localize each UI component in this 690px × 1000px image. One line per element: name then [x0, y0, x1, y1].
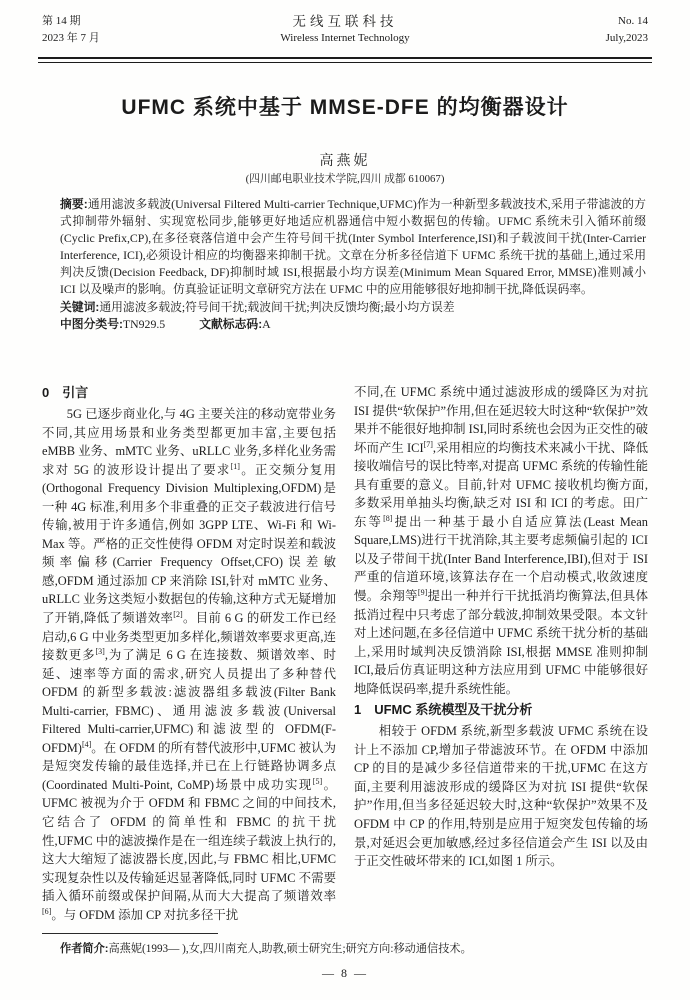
author-bio	[42, 941, 648, 957]
author-affiliation: (四川邮电职业技术学院,四川 成都 610067)	[245, 173, 445, 185]
issue-date-en: July,2023	[605, 32, 648, 44]
author-bio-text: 高燕妮(1993— ),女,四川南充人,助教,硕士研究生;研究方向:移动通信技术。	[108, 943, 472, 955]
right-column	[354, 383, 648, 931]
abstract-block	[60, 196, 646, 333]
masthead-issue-en	[538, 13, 648, 47]
journal-name-block	[152, 13, 538, 47]
doc-code-label: 文献标志码:	[199, 316, 263, 331]
journal-name-en: Wireless Internet Technology	[280, 32, 410, 44]
abstract-text: 通用滤波多载波(Universal Filtered Multi-carrier Technique,UFMC)作为一种新型多载波技术,采用子带滤波的方式抑制带外辐射、实现宽松同步,能够更好地适应机器通信中短小数据包的传输。UFMC 系统未引入循环前缀(Cyclic Prefix,CP),在多径衰落信道中会产生符号间干扰(Inter Symbol Interference,ISI)和子载波间干扰(Inter-Carrier Interference, ICI),必须设计相应的均衡器来抑制干扰。文章在分析多径信道下 UFMC 系统干扰的基础上,通过采用判决反馈(Decision Feedback, DF)抑制时域 ISI,根据最小均方误差(Minimum Mean Squared Error, MMSE)准则减小 ICI 以及噪声的影响。仿真验证证明文章研究方法在 UFMC 中的应用能够很好地抑制干扰,降低误码率。	[60, 197, 646, 297]
section-heading-1: 1 UFMC 系统模型及干扰分析	[354, 702, 533, 718]
masthead-issue-cn	[42, 13, 152, 47]
doc-code-value: A	[262, 316, 271, 331]
journal-name-cn: 无线互联科技	[292, 14, 398, 29]
issue-number-en: No. 14	[618, 15, 648, 27]
keywords-label: 关键词:	[60, 299, 100, 314]
page-number: — 8 —	[322, 966, 368, 980]
body-paragraph: 不同,在 UFMC 系统中通过滤波形成的缓降区为对抗 ISI 提供“软保护”作用,但在延迟较大时这种“软保护”效果并不能很好地抑制 ISI,同时系统也会因为正交性的破坏而产生 ICI[7],采用相应的均衡技术来减小干扰、降低接收端信号的误比特率,对提高 UFMC 系统的传输性能具有重要的意义。目前,针对 UFMC 接收机均衡方面,多数采用单抽头均衡,缺乏对 ISI 和 ICI 的考虑。田广东等[8]提出一种基于最小自适应算法(Least Mean Square,LMS)进行干扰消除,其主要考虑频偏引起的 ICI 以及子带间干扰(Inter Band Interference,IBI),但对于 ISI 严重的信道环境,该算法存在一个启动模式,收敛速度慢。余翔等[9]提出一种并行干扰抵消均衡算法,但具体抵消过程中只考虑了部分载波,抑制效果受限。本文针对上述问题,在多径信道中 UFMC 系统干扰分析的基础上,采用时域判决反馈消除 ISI,根据 MMSE 准则抑制 ICI,最后仿真证明这种方法应用到 UFMC 中能够很好地降低误码率,提升系统性能。	[354, 385, 648, 696]
section-heading-0: 0 引言	[42, 385, 89, 400]
clc-label: 中图分类号:	[60, 316, 123, 331]
article-title: UFMC 系统中基于 MMSE-DFE 的均衡器设计	[121, 96, 569, 119]
body-paragraph: 5G 已逐步商业化,与 4G 主要关注的移动宽带业务不同,其应用场景和业务类型都更加丰富,主要包括 eMBB 业务、mMTC 业务、uRLLC 业务,多样化业务需求对 5G 的波形设计提出了要求[1]。正交频分复用(Orthogonal Frequency Division Multiplexing,OFDM)是一种 4G 标准,利用多个非重叠的正交子载波进行信号传输,被用于许多通信,例如 3GPP LTE、Wi-Fi 和 Wi-Max 等。严格的正交性使得 OFDM 对定时误差和载波频率偏移(Carrier Frequency Offset,CFO)误差敏感,OFDM 通过添加 CP 来消除 ISI,针对 mMTC 业务、uRLLC 业务这类短小数据包的传输,这种方式无疑增加了开销,降低了频谱效率[2]。目前 6 G 的研发工作已经启动,6 G 中业务类型更加多样化,频谱效率要求更高,连接数更多[3],为了满足 6 G 在连接数、频谱效率、时延、速率等方面的需求,研究人员提出了多种替代 OFDM 的新型多载波:滤波器组多载波(Filter Bank Multi-carrier, FBMC)、通用滤波多载波(Universal Filtered Multi-carrier,UFMC)和滤波型的 OFDM(F-OFDM)[4]。在 OFDM 的所有替代波形中,UFMC 被认为是短突发传输的最佳选择,并已在上行链路协调多点(Coordinated Multi-Point, CoMP)场景中成功实现[5]。UFMC 被视为介于 OFDM 和 FBMC 之间的中间技术,它结合了 OFDM 的简单性和 FBMC 的抗干扰性,UFMC 中的滤波操作是在一组连续子载波上执行的,这大大缩短了滤波器长度,因此,与 FBMC 相比,UFMC 实现复杂性以及传输延迟显著降低,同时 UFMC 不需要插入循环前缀或保护间隔,从而大大提高了频谱效率[6]。与 OFDM 添加 CP 对抗多径干扰	[42, 407, 336, 922]
left-column	[42, 383, 336, 931]
author-name: 高燕妮	[319, 154, 371, 169]
clc-line	[60, 316, 646, 333]
footnote-divider	[42, 933, 218, 934]
body-paragraph: 相较于 OFDM 系统,新型多载波 UFMC 系统在设计上不添加 CP,增加子带滤波环节。在 OFDM 中添加 CP 的目的是减少多径信道带来的干扰,UFMC 在这方面,主要利用滤波形成的缓降区为对抗 ISI 提供“软保护”作用,但当多径延迟较大时,这种“软保护”效果不及 OFDM 中 CP 的作用,特别是应用于短突发包传输的场景,对延迟会更加敏感,经过多径信道会产生 ISI 以及由于正交性破坏带来的 ICI,如图 1 所示。	[354, 724, 648, 869]
keywords-line	[60, 299, 646, 316]
abstract-label: 摘要:	[60, 197, 88, 211]
author-bio-label: 作者简介:	[60, 943, 109, 955]
issue-date-cn: 2023 年 7 月	[42, 32, 100, 44]
body-columns	[42, 383, 648, 931]
keywords-text: 通用滤波多载波;符号间干扰;载波间干扰;判决反馈均衡;最小均方误差	[99, 299, 455, 314]
clc-value: TN929.5	[122, 316, 166, 331]
abstract-paragraph	[60, 196, 646, 299]
journal-masthead	[42, 13, 648, 47]
header-divider	[38, 57, 652, 63]
issue-number-cn: 第 14 期	[42, 15, 81, 27]
